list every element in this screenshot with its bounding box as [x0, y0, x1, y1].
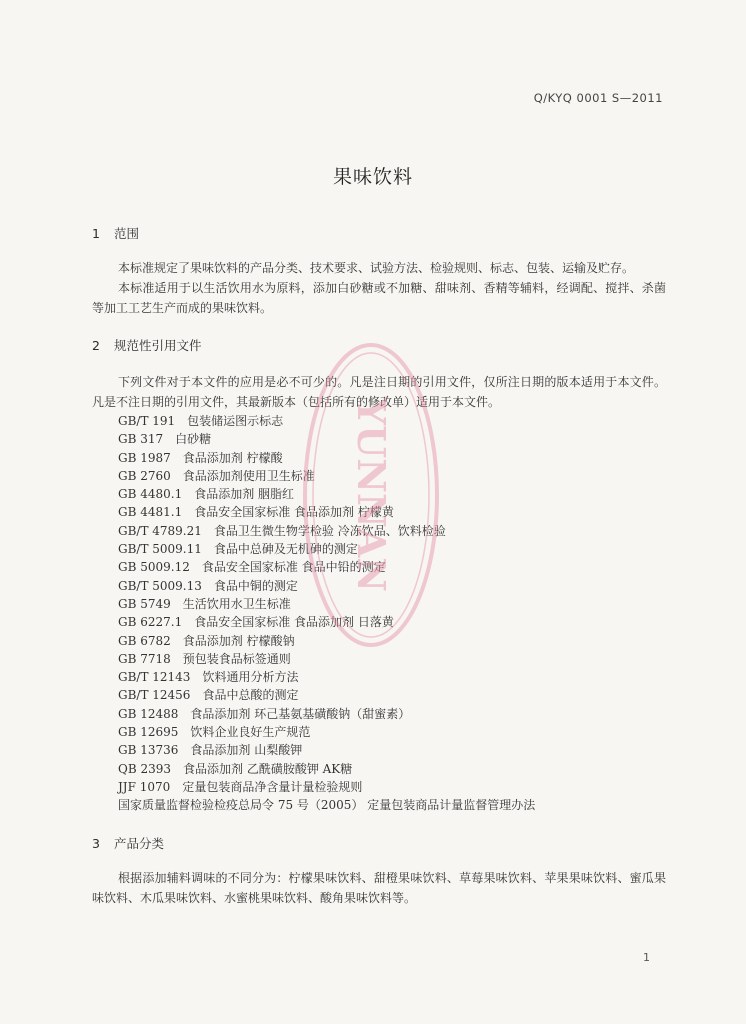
- reference-code: GB 317: [118, 432, 164, 447]
- reference-code: GB 2760: [118, 468, 171, 483]
- reference-code: GB 4480.1: [118, 487, 183, 502]
- section-title: 规范性引用文件: [114, 338, 202, 353]
- reference-item: [118, 668, 446, 686]
- reference-title: 饮料企业良好生产规范: [190, 725, 311, 740]
- section-number: 2: [92, 338, 100, 353]
- reference-item: [118, 467, 446, 485]
- reference-item: [118, 760, 446, 778]
- reference-item-regulation: 国家质量监督检验检疫总局令 75 号（2005） 定量包装商品计量监督管理办法: [118, 798, 536, 812]
- reference-code: GB/T 4789.21: [118, 523, 202, 538]
- section-number: 1: [92, 226, 100, 241]
- reference-item: [118, 723, 446, 741]
- reference-title: 包装储运图示标志: [187, 414, 284, 428]
- section-1-paragraph-2: 本标准适用于以生活饮用水为原料，添加白砂糖或不加糖、甜味剂、香精等辅料，经调配、搅拌、杀菌等加工工艺生产而成的果味饮料。: [92, 281, 666, 315]
- reference-code: GB/T 191: [118, 414, 176, 428]
- reference-code: GB 5749: [118, 596, 171, 611]
- reference-item: [118, 430, 446, 448]
- reference-list: [118, 412, 446, 796]
- reference-title: 生活饮用水卫生标准: [182, 596, 291, 611]
- reference-item: [118, 632, 446, 650]
- section-3-heading: [92, 834, 164, 852]
- reference-title: 食品添加剂 山梨酸钾: [190, 743, 303, 758]
- reference-item: [118, 540, 446, 558]
- reference-code: GB/T 12143: [118, 670, 191, 685]
- reference-title: 食品添加剂 胭脂红: [194, 487, 295, 502]
- reference-code: GB 7718: [118, 651, 171, 666]
- reference-item: [118, 485, 446, 503]
- document-code: Q/KYQ 0001 S—2011: [533, 91, 663, 105]
- section-1-heading: [92, 224, 139, 242]
- reference-code: JJF 1070: [118, 779, 171, 794]
- reference-code: GB 6782: [118, 633, 171, 648]
- reference-title: 食品中总砷及无机砷的测定: [213, 542, 358, 557]
- reference-item: [118, 522, 446, 540]
- reference-title: 食品卫生微生物学检验 冷冻饮品、饮料检验: [213, 523, 446, 538]
- reference-title: 食品添加剂 柠檬酸钠: [182, 633, 295, 648]
- section-number: 3: [92, 836, 100, 851]
- reference-item: [118, 778, 446, 796]
- reference-item: [118, 503, 446, 521]
- reference-title: 食品添加剂使用卫生标准: [182, 468, 315, 483]
- reference-item: [118, 613, 446, 631]
- reference-code: GB 12695: [118, 725, 179, 740]
- reference-item: [118, 558, 446, 576]
- reference-title: 食品安全国家标准 食品添加剂 柠檬黄: [194, 505, 394, 520]
- section-2-intro: 下列文件对于本文件的应用是必不可少的。凡是注日期的引用文件，仅所注日期的版本适用于本文件。凡是不注日期的引用文件，其最新版本（包括所有的修改单）适用于本文件。: [92, 375, 666, 409]
- reference-title: 食品添加剂 环己基氨基磺酸钠（甜蜜素）: [190, 706, 411, 721]
- reference-title: 食品添加剂 乙酰磺胺酸钾 AK糖: [183, 761, 353, 776]
- reference-code: GB/T 5009.11: [118, 542, 202, 557]
- reference-code: GB/T 12456: [118, 688, 191, 703]
- reference-code: QB 2393: [118, 761, 172, 776]
- reference-title: 白砂糖: [175, 432, 212, 447]
- reference-code: GB 6227.1: [118, 615, 183, 630]
- section-title: 范围: [114, 226, 140, 241]
- stamp-text: YUNNAN: [349, 398, 394, 592]
- reference-item: [118, 705, 446, 723]
- reference-item: [118, 412, 446, 430]
- reference-item: [118, 449, 446, 467]
- section-3-paragraph-1: 根据添加辅料调味的不同分为：柠檬果味饮料、甜橙果味饮料、草莓果味饮料、苹果果味饮料、蜜瓜果味饮料、木瓜果味饮料、水蜜桃果味饮料、酸角果味饮料等。: [92, 871, 666, 905]
- reference-code: GB 5009.12: [118, 560, 190, 575]
- reference-code: GB 12488: [118, 706, 179, 721]
- reference-item: [118, 650, 446, 668]
- section-title: 产品分类: [114, 836, 165, 851]
- reference-item: [118, 741, 446, 759]
- reference-item: [118, 595, 446, 613]
- reference-title: 食品中铜的测定: [213, 578, 298, 593]
- page-number: 1: [643, 951, 650, 964]
- reference-title: 定量包装商品净含量计量检验规则: [182, 779, 363, 794]
- reference-title: 食品安全国家标准 食品中铅的测定: [201, 560, 386, 575]
- reference-item: [118, 577, 446, 595]
- reference-code: GB/T 5009.13: [118, 578, 202, 593]
- reference-title: 食品添加剂 柠檬酸: [182, 450, 283, 465]
- reference-title: 食品安全国家标准 食品添加剂 日落黄: [194, 615, 394, 630]
- section-2-heading: [92, 336, 202, 354]
- reference-title: 食品中总酸的测定: [202, 688, 299, 703]
- reference-code: GB 1987: [118, 450, 171, 465]
- reference-code: GB 13736: [118, 743, 179, 758]
- reference-title: 饮料通用分析方法: [202, 670, 299, 685]
- document-title: 果味饮料: [332, 166, 413, 188]
- section-1-paragraph-1: 本标准规定了果味饮料的产品分类、技术要求、试验方法、检验规则、标志、包装、运输及贮存。: [118, 261, 635, 275]
- reference-title: 预包装食品标签通则: [182, 651, 291, 666]
- reference-code: GB 4481.1: [118, 505, 183, 520]
- reference-item: [118, 686, 446, 704]
